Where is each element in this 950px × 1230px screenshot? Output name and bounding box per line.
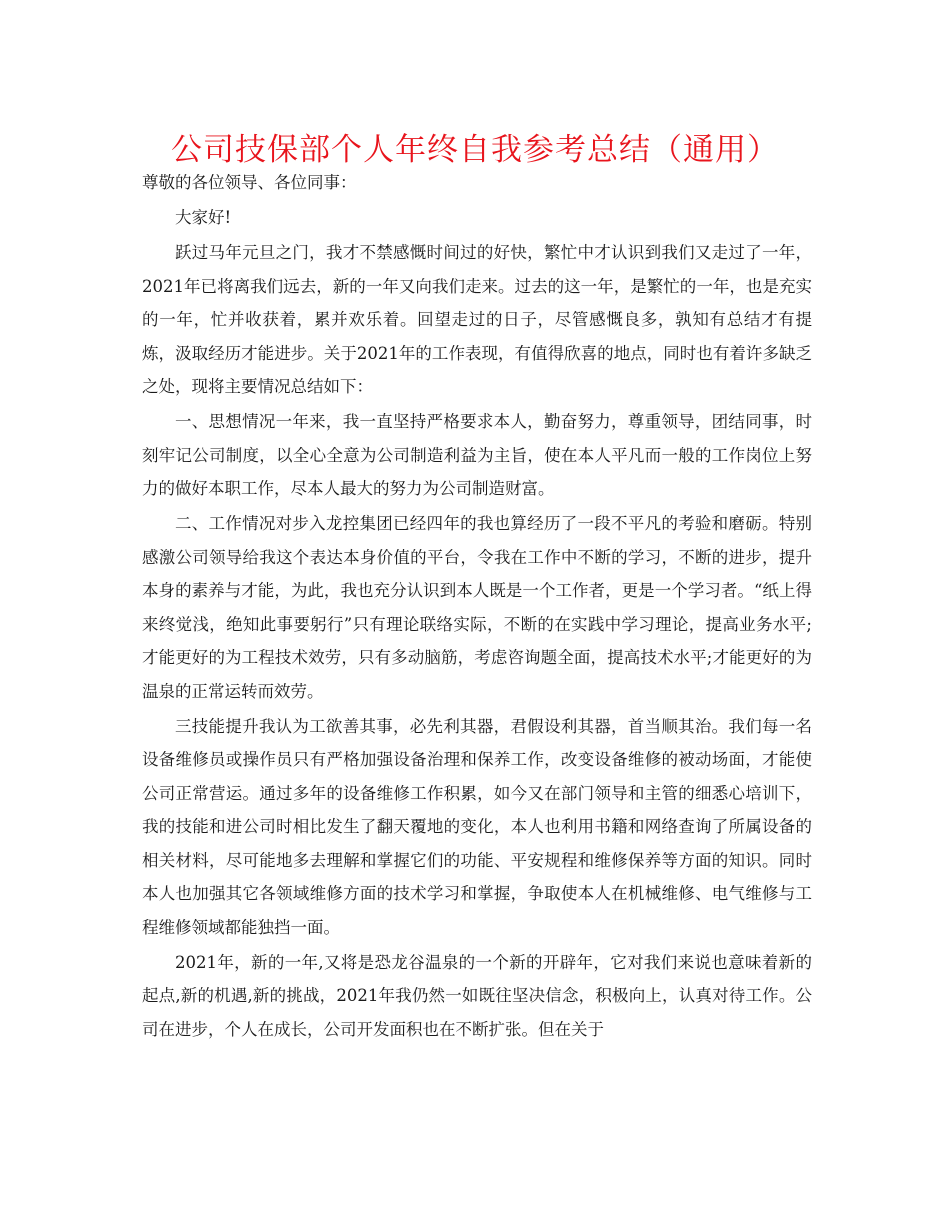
document-body xyxy=(142,166,812,1048)
document-title: 公司技保部个人年终自我参考总结（通用） xyxy=(171,132,779,168)
paragraph-thoughts: 一、思想情况一年来，我一直坚持严格要求本人，勤奋努力，尊重领导，团结同事，时刻牢记公司制度，以全心全意为公司制造利益为主旨，使在本人平凡而一般的工作岗位上努力的做好本职工作，尽本人最大的努力为公司制造财富。 xyxy=(142,412,812,498)
paragraph-outlook: 2021年，新的一年,又将是恐龙谷温泉的一个新的开辟年，它对我们来说也意味着新的起点,新的机遇,新的挑战，2021年我仍然一如既往坚决信念，积极向上，认真对待工作。公司在进步，个人在成长，公司开发面积也在不断扩张。但在关于 xyxy=(142,952,812,1039)
paragraph-work: 二、工作情况对步入龙控集团已经四年的我也算经历了一段不平凡的考验和磨砺。特别感激公司领导给我这个表达本身价值的平台，令我在工作中不断的学习，不断的进步，提升本身的素养与才能，为此，我也充分认识到本人既是一个工作者，更是一个学习者。“纸上得来终觉浅，绝知此事要躬行”只有理论联络实际，不断的在实践中学习理论，提高业务水平;才能更好的为工程技术效劳，只有多动脑筋，考虑咨询题全面，提高技术水平;才能更好的为温泉的正常运转而效劳。 xyxy=(142,514,812,701)
paragraph-skills: 三技能提升我认为工欲善其事，必先利其器，君假设利其器，首当顺其治。我们每一名设备维修员或操作员只有严格加强设备治理和保养工作，改变设备维修的被动场面，才能使公司正常营运。通过多年的设备维修工作积累，如今又在部门领导和主管的细悉心培训下，我的技能和进公司时相比发生了翻天覆地的变化，本人也利用书籍和网络查询了所属设备的相关材料，尽可能地多去理解和掌握它们的功能、平安规程和维修保养等方面的知识。同时本人也加强其它各领域维修方面的技术学习和掌握，争取使本人在机械维修、电气维修与工程维修领域都能独挡一面。 xyxy=(142,716,812,937)
paragraph-intro: 跃过马年元旦之门，我才不禁感慨时间过的好快，繁忙中才认识到我们又走过了一年，2021年已将离我们远去，新的一年又向我们走来。过去的这一年，是繁忙的一年，也是充实的一年，忙并收获着，累并欢乐着。回望走过的日子，尽管感慨良多，孰知有总结才有提炼，汲取经历才能进步。关于2021年的工作表现，有值得欣喜的地点，同时也有着许多缺乏之处，现将主要情况总结如下： xyxy=(142,243,812,396)
paragraph-greeting: 大家好! xyxy=(175,208,232,227)
salutation: 尊敬的各位领导、各位同事： xyxy=(142,173,357,192)
